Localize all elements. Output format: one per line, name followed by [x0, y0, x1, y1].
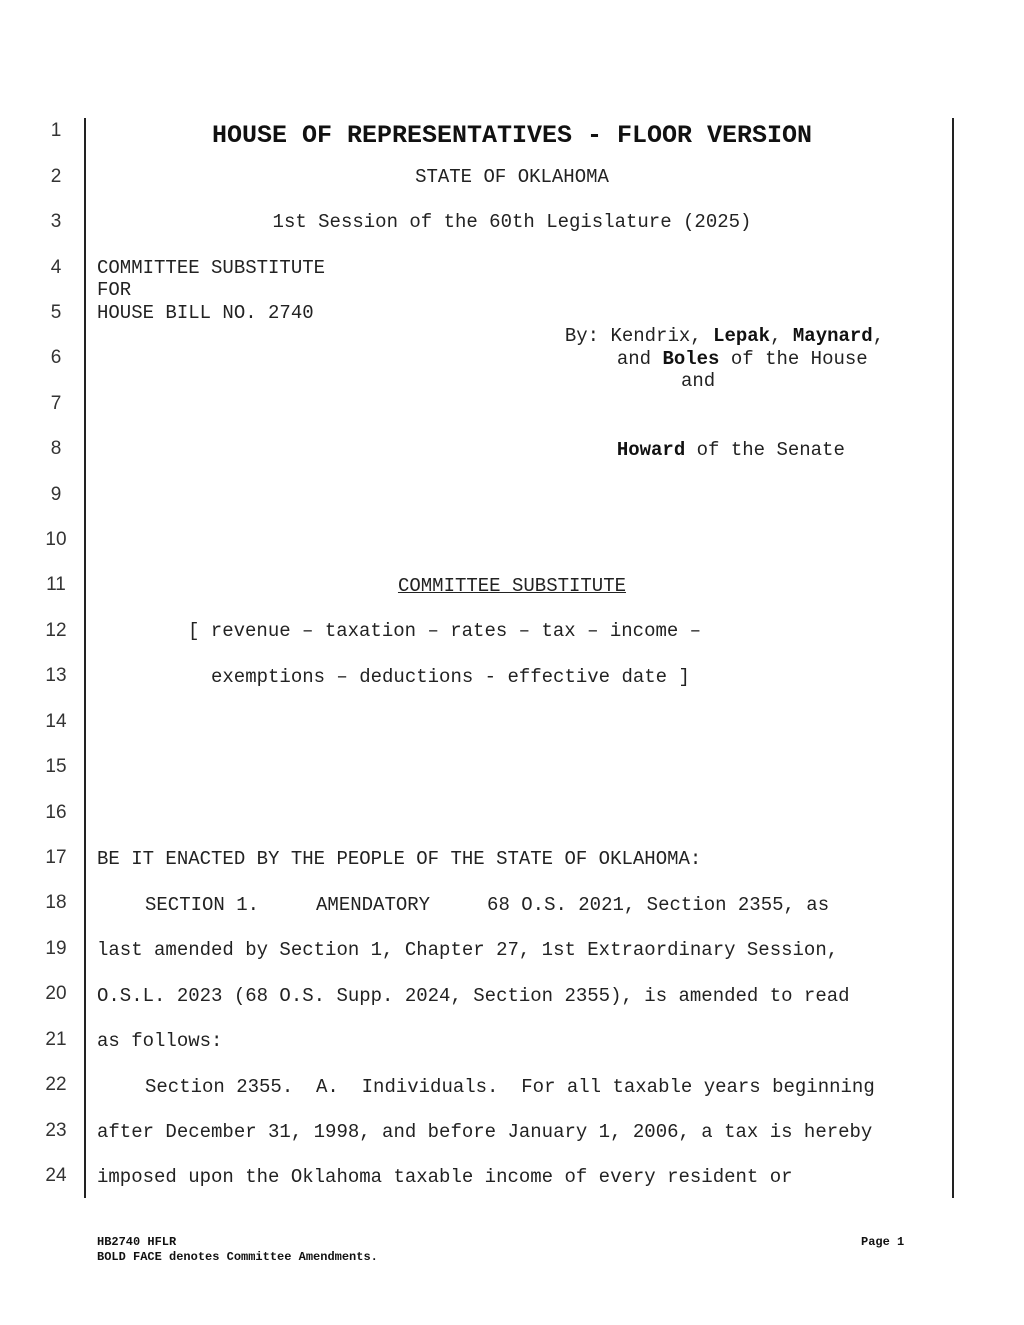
line-number: 3 [50, 211, 62, 232]
author-name: Howard [616, 439, 686, 461]
line-number: 12 [45, 620, 67, 641]
line-number: 11 [46, 574, 66, 595]
body-line: Section 2355. A. Individuals. For all taxable years beginning [145, 1076, 875, 1098]
author-name: Kendrix, [610, 325, 702, 347]
line-number: 15 [45, 756, 67, 777]
bill-number: HOUSE BILL NO. 2740 [97, 302, 314, 324]
state-name: STATE OF OKLAHOMA [415, 166, 609, 188]
caption-line-2: exemptions – deductions - effective date ] [211, 666, 690, 688]
for-label: FOR [97, 279, 132, 301]
line-number: 17 [45, 847, 67, 868]
line-number: 24 [45, 1165, 67, 1186]
line-number: 18 [45, 892, 67, 913]
line-number: 14 [45, 711, 67, 732]
authors-senate-line [594, 416, 845, 462]
authors-line-2 [594, 325, 868, 371]
line-number: 1 [50, 120, 62, 141]
document-title: HOUSE OF REPRESENTATIVES - FLOOR VERSION [211, 121, 813, 150]
separator: , [770, 325, 782, 347]
caption-heading: COMMITTEE SUBSTITUTE [397, 575, 627, 597]
body-line: SECTION 1. AMENDATORY 68 O.S. 2021, Section 2355, as [145, 894, 830, 916]
left-margin-rule [84, 118, 86, 1198]
body-line: as follows: [97, 1030, 223, 1052]
line-number: 8 [50, 438, 62, 459]
footer-note: BOLD FACE denotes Committee Amendments. [97, 1250, 378, 1264]
right-margin-rule [952, 118, 954, 1198]
line-number: 23 [45, 1120, 67, 1141]
body-line: last amended by Section 1, Chapter 27, 1st Extraordinary Session, [97, 939, 839, 961]
author-name: Maynard [792, 325, 873, 347]
footer-doc-id: HB2740 HFLR [97, 1235, 177, 1249]
body-line: O.S.L. 2023 (68 O.S. Supp. 2024, Section 2355), is amended to read [97, 985, 850, 1007]
line-number: 5 [50, 302, 62, 323]
line-number: 19 [45, 938, 67, 959]
body-line: after December 31, 1998, and before January 1, 2006, a tax is hereby [97, 1121, 873, 1143]
committee-substitute-label: COMMITTEE SUBSTITUTE [97, 257, 326, 279]
line-number: 2 [50, 166, 62, 187]
line-number: 7 [50, 393, 62, 414]
session-line: 1st Session of the 60th Legislature (2025) [272, 211, 752, 233]
line-number: 20 [45, 983, 67, 1004]
line-number: 9 [50, 484, 62, 505]
line-number: 4 [50, 257, 62, 278]
authors-and: and [681, 370, 716, 392]
line-number: 16 [45, 802, 67, 823]
chamber-label: of the House [730, 348, 868, 370]
chamber-label: of the Senate [696, 439, 845, 461]
line-number: 21 [45, 1029, 67, 1050]
caption-line-1: [ revenue – taxation – rates – tax – income – [188, 620, 702, 642]
page-number: Page 1 [861, 1235, 905, 1249]
separator: , [872, 325, 885, 347]
line-number: 22 [45, 1074, 67, 1095]
line-number: 6 [50, 347, 62, 368]
enacting-clause: BE IT ENACTED BY THE PEOPLE OF THE STATE OF OKLAHOMA: [97, 848, 702, 870]
author-name: Lepak [713, 325, 771, 347]
line-number: 10 [45, 529, 67, 550]
by-label: By: [564, 325, 600, 347]
conjunction: and [616, 348, 652, 370]
body-line: imposed upon the Oklahoma taxable income of every resident or [97, 1166, 793, 1188]
author-name: Boles [662, 348, 720, 370]
line-number: 13 [45, 665, 67, 686]
